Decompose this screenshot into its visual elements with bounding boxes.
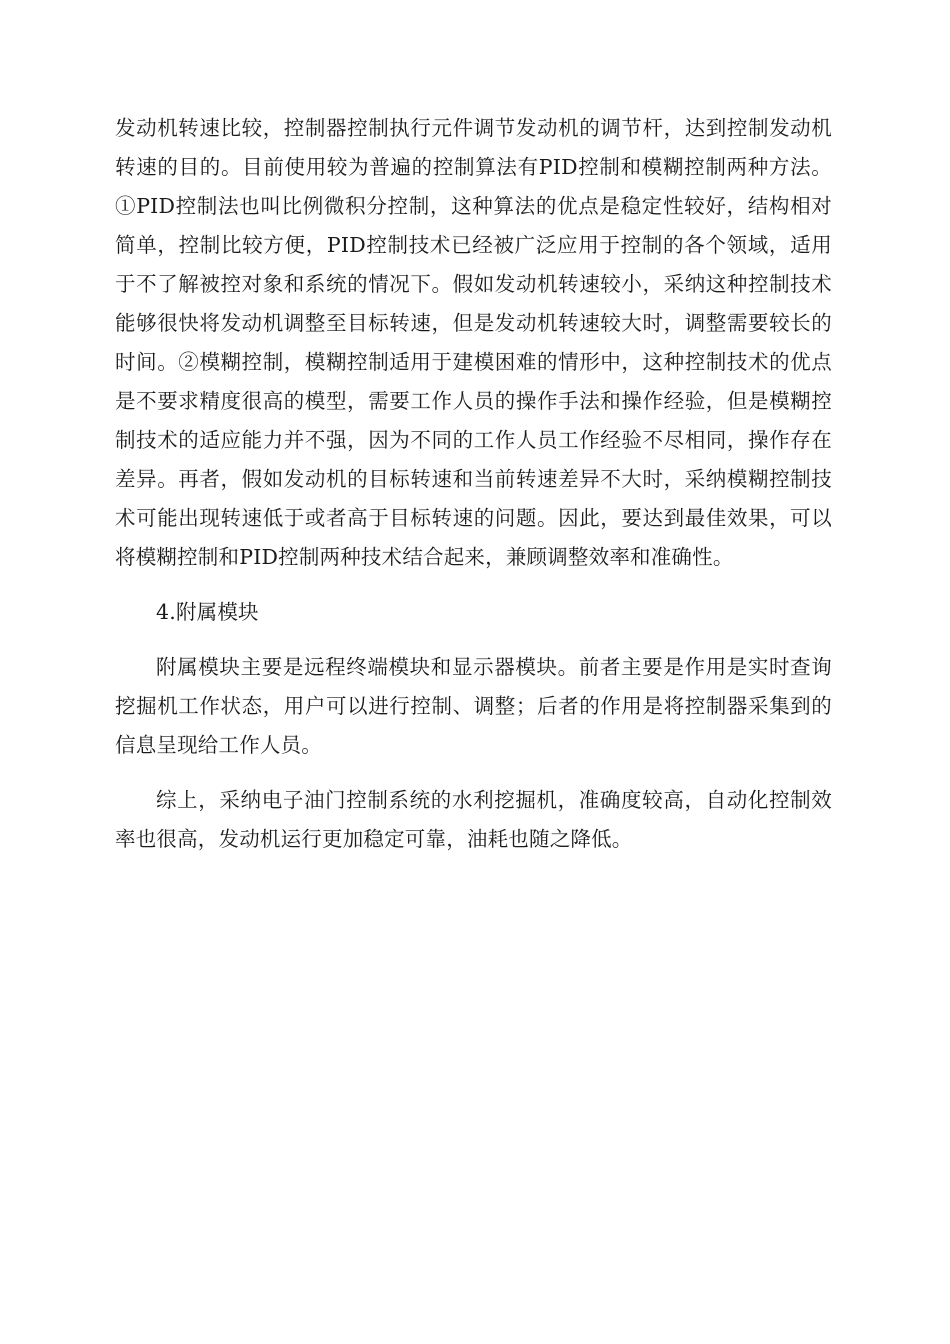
document-body <box>115 109 832 859</box>
paragraph-conclusion: 综上，采纳电子油门控制系统的水利挖掘机，准确度较高，自动化控制效率也很高，发动机运行更加稳定可靠，油耗也随之降低。 <box>115 788 832 851</box>
section-heading-accessory-module: 4.附属模块 <box>156 600 259 624</box>
paragraph-accessory-module: 附属模块主要是远程终端模块和显示器模块。前者主要是作用是实时查询挖掘机工作状态，用户可以进行控制、调整；后者的作用是将控制器采集到的信息呈现给工作人员。 <box>115 655 832 757</box>
paragraph-control-algorithms: 发动机转速比较，控制器控制执行元件调节发动机的调节杆，达到控制发动机转速的目的。目前使用较为普遍的控制算法有PID控制和模糊控制两种方法。①PID控制法也叫比例微积分控制，这种算法的优点是稳定性较好，结构相对简单，控制比较方便，PID控制技术已经被广泛应用于控制的各个领域，适用于不了解被控对象和系统的情况下。假如发动机转速较小，采纳这种控制技术能够很快将发动机调整至目标转速，但是发动机转速较大时，调整需要较长的时间。②模糊控制，模糊控制适用于建模困难的情形中，这种控制技术的优点是不要求精度很高的模型，需要工作人员的操作手法和操作经验，但是模糊控制技术的适应能力并不强，因为不同的工作人员工作经验不尽相同，操作存在差异。再者，假如发动机的目标转速和当前转速差异不大时，采纳模糊控制技术可能出现转速低于或者高于目标转速的问题。因此，要达到最佳效果，可以将模糊控制和PID控制两种技术结合起来，兼顾调整效率和准确性。 <box>115 116 832 569</box>
